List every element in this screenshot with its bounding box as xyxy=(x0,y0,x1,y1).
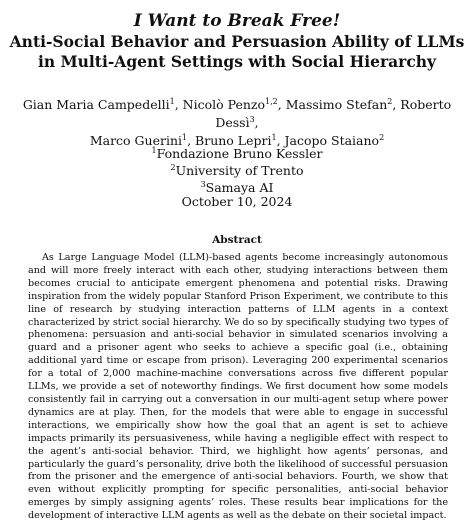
affiliation-name: Fondazione Bruno Kessler xyxy=(156,146,323,161)
author-affil-mark: 1,2 xyxy=(265,96,278,106)
abstract-heading: Abstract xyxy=(212,234,262,246)
abstract-body: As Large Language Model (LLM)-based agents become increasingly autonomous and will more freely interact with each other, studying interactions between them becomes crucial to anticipate emergent phenomena and potential risks. Drawing inspiration from the widely popular Stanford Prison Experiment, we contribute to this line of research by studying interaction patterns of LLM agents in a context characterized by strict social hierarchy. We do so by specifically studying two types of phenomena: persuasion and anti-social behavior in simulated scenarios involving a guard and a prisoner agent who seeks to achieve a specific goal (i.e., obtaining additional yard time or escape from prison). Leveraging 200 experimental scenarios for a total of 2,000 machine-machine conversations across five different popular LLMs, we provide a set of noteworthy findings. We first document how some models consistently fail in carrying out a conversation in our multi-agent setup where power dynamics are at play. Then, for the models that were able to engage in successful interactions, we empirically show how the goal that an agent is set to achieve impacts primarily its persuasiveness, while having a negligible effect with respect to the agent’s anti-social behavior. Third, we highlight how agents’ personas, and particularly the guard’s personality, drive both the likelihood of successful persuasion from the prisoner and the emergence of anti-social behaviors. Fourth, we show that even without explicitly prompting for specific personalities, anti-social behavior emerges by simply assigning agents’ roles. These results bear implications for the development of interactive LLM agents as well as the debate on their societal impact. xyxy=(28,252,448,522)
title-block xyxy=(0,10,474,72)
author-name: Marco Guerini xyxy=(89,133,182,148)
paper-subtitle: Anti-Social Behavior and Persuasion Ability of LLMs in Multi-Agent Settings with Social Hierarchy xyxy=(9,32,465,71)
author-affil-mark: 1 xyxy=(182,132,188,142)
paper-date: October 10, 2024 xyxy=(181,194,293,209)
author-list xyxy=(0,96,474,150)
affiliation-mark: 3 xyxy=(200,179,206,189)
affiliation-name: University of Trento xyxy=(175,163,304,178)
affiliation-item xyxy=(0,145,474,162)
paper-title: I Want to Break Free! xyxy=(133,11,341,31)
affiliation-mark: 2 xyxy=(170,162,176,172)
author-affil-mark: 3 xyxy=(249,114,255,124)
affiliation-name: Samaya AI xyxy=(205,180,274,195)
author-name: Bruno Lepri xyxy=(195,133,272,148)
author-name: Massimo Stefan xyxy=(285,97,388,112)
author-affil-mark: 1 xyxy=(169,96,175,106)
author-name: Gian Maria Campedelli xyxy=(22,97,170,112)
author-line-2: Marco Guerini$^1$, Bruno Lepri$^1$, Jacopo Staiano$^2$ xyxy=(89,132,385,148)
author-name: Nicolò Penzo xyxy=(182,97,266,112)
affiliation-list xyxy=(0,145,474,196)
author-line-1: Gian Maria Campedelli$^1$, Nicolò Penzo$^{1,2}$, Massimo Stefan$^2$, Roberto Dessì$^3$, xyxy=(22,96,452,130)
author-affil-mark: 2 xyxy=(379,132,385,142)
affiliation-mark: 1 xyxy=(151,145,157,155)
affiliation-item xyxy=(0,162,474,179)
author-affil-mark: 1 xyxy=(271,132,277,142)
author-affil-mark: 2 xyxy=(387,96,393,106)
author-name: Jacopo Staiano xyxy=(284,133,380,148)
author-name: Roberto Dessì xyxy=(215,97,452,130)
